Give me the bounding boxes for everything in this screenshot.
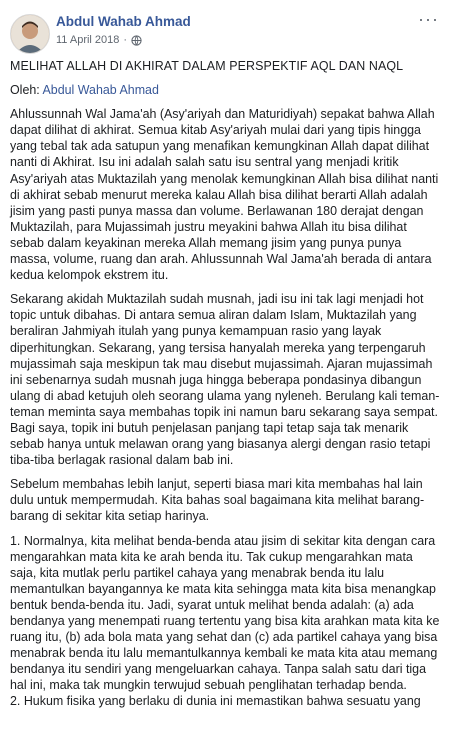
- globe-icon[interactable]: [131, 35, 142, 46]
- byline-prefix: Oleh:: [10, 83, 43, 98]
- post-meta: [56, 34, 142, 46]
- byline-author-link[interactable]: Abdul Wahab Ahmad: [42, 83, 159, 98]
- avatar[interactable]: [10, 14, 50, 54]
- author-name-link[interactable]: Abdul Wahab Ahmad: [56, 14, 191, 29]
- post-body: [10, 58, 442, 718]
- paragraph: Sekarang akidah Muktazilah sudah musnah, jadi isu ini tak lagi menjadi hot topic untuk dibahas. Di antara semua aliran dalam Islam, Muktazilah yang beraliran Jahmiyah itulah yang punya kemampuan rasio yang layak diperhitungkan. Sekarang, yang tersisa hanyalah mereka yang terpengaruh mujassimah saja meskipun tak mau disebut mujassimah. Ajaran mujassimah ini sebenarnya sudah musnah juga hingga beberapa pondasinya dibangun ulang di abad ketujuh oleh seorang ulama yang nyleneh. Berulang kali teman-teman meminta saya membahas topik ini namun baru sekarang saya sempat. Bagi saya, topik ini butuh penjelasan panjang tapi tetap saja tak menarik sebab hanya untuk melawan orang yang biasanya alergi dengan rasio tetapi tiba-tiba berlagak rasional dalam bab ini.: [10, 292, 440, 468]
- paragraph: Sebelum membahas lebih lanjut, seperti biasa mari kita membahas hal lain dulu untuk mempermudah. Kita bahas soal bagaimana kita melihat barang-barang di sekitar kita setiap harinya.: [10, 477, 425, 524]
- more-horizontal-icon[interactable]: ···: [418, 9, 439, 29]
- post-title: MELIHAT ALLAH DI AKHIRAT DALAM PERSPEKTIF AQL DAN NAQL: [10, 59, 404, 73]
- post-header: [10, 9, 443, 56]
- paragraph: 1. Normalnya, kita melihat benda-benda atau jisim di sekitar kita dengan cara mengarahkan mata kita ke arah benda itu. Tak cukup mengarahkan mata saja, kita mutlak perlu partikel cahaya yang menabrak benda itu lalu memantulkan bayangannya ke mata kita sehingga mata kita bisa menangkap bentuk benda-benda itu. Jadi, syarat untuk melihat benda adalah: (a) ada bendanya yang menempati ruang tertentu yang bisa kita arahkan mata kita ke ruang itu, (b) ada bola mata yang sehat dan (c) ada partikel cahaya yang bisa menabrak benda itu lalu memantulkannya kembali ke mata kita atau memang bendanya itu sendiri yang mengeluarkan cahaya. Tanpa salah satu dari tiga hal ini, maka tak mungkin terwujud sebuah penglihatan terhadap benda.: [10, 533, 440, 693]
- post-date[interactable]: 11 April 2018: [56, 34, 120, 46]
- byline: [10, 82, 442, 98]
- meta-separator: ·: [123, 34, 128, 46]
- paragraph: 2. Hukum fisika yang berlaku di dunia ini memastikan bahwa sesuatu yang: [10, 694, 421, 709]
- paragraph: Ahlussunnah Wal Jama'ah (Asy'ariyah dan Maturidiyah) sepakat bahwa Allah dapat dilihat di akhirat. Semua kitab Asy'ariyah mulai dari yang tipis hingga yang tebal tak ada satupun yang menafikan kemungkinan Allah dapat dilihat nanti di Akhirat. Isu ini adalah salah satu isu sentral yang menjadi kritik Asy'ariyah atas Muktazilah yang menolak kemungkinan Allah bisa dilihat nanti di akhirat sebab menurut mereka kalau Allah bisa dilihat berarti Allah adalah jisim yang pasti punya massa dan volume. Berlawanan 180 derajat dengan Muktazilah, para Mujassimah justru meyakini bahwa Allah itu bisa dilihat sebab dalam keyakinan mereka Allah memang jisim yang punya punya massa, volume, ruang dan arah. Ahlussunnah Wal Jama'ah berada di antara kedua kelompok ekstrem itu.: [10, 107, 439, 283]
